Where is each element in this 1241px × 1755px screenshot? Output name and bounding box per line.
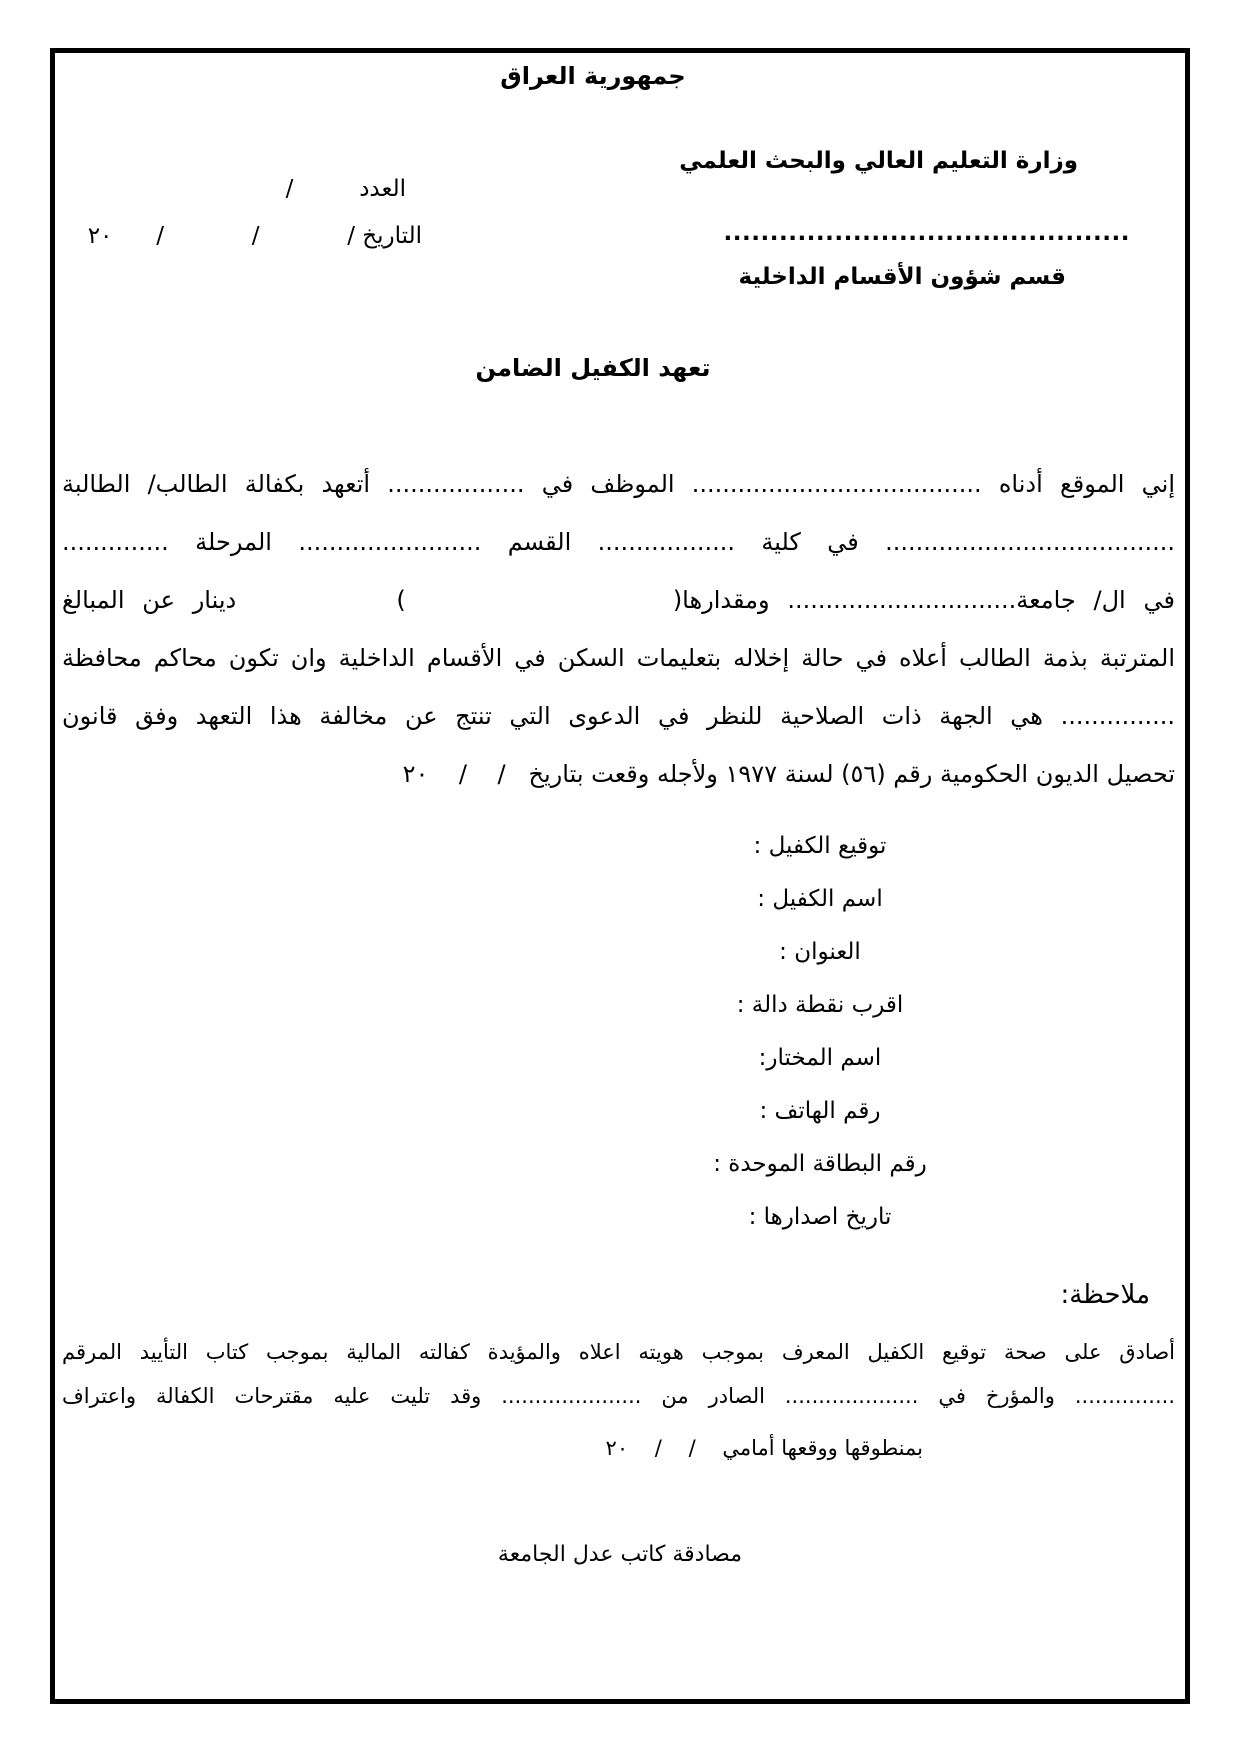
form-title: تعهد الكفيل الضامن [475,354,711,382]
field-unified-card-number: رقم البطاقة الموحدة : [713,1151,927,1177]
field-guarantor-name: اسم الكفيل : [757,886,883,912]
field-nearest-landmark: اقرب نقطة دالة : [736,992,904,1018]
note-line: أصادق على صحة توقيع الكفيل المعرف بموجب هويته اعلاه والمؤيدة كفالته المالية بموجب كتاب التأييد المرقم [62,1340,1175,1364]
field-card-issue-date: تاريخ اصدارها : [748,1204,892,1230]
header-dotted-line: ............................................ [723,220,1130,246]
note-line: ............... والمؤرخ في .................... الصادر من ..................... وقد تليت عليه مقترحات الكفالة واعتراف [62,1384,1175,1408]
country-title: جمهورية العراق [500,62,686,90]
field-guarantor-signature: توقيع الكفيل : [753,833,887,859]
field-mukhtar-name: اسم المختار: [758,1045,882,1071]
pledge-paragraph [62,455,1175,803]
document-date-line: التاريخ / / / ٢٠ [87,223,422,249]
field-phone-number: رقم الهاتف : [759,1098,881,1124]
pledge-line: ...................................... في كلية .................. القسم ........................ المرحلة .............. [62,528,1175,556]
pledge-line: ............... هي الجهة ذات الصلاحية للنظر في الدعوى التي تنتج عن مخالفة هذا التعهد وفق قانون [62,702,1175,730]
department-title: قسم شؤون الأقسام الداخلية [738,264,1066,290]
pledge-signing-date-line: تحصيل الديون الحكومية رقم (٥٦) لسنة ١٩٧٧ ولأجله وقعت بتاريخ / / ٢٠ [402,760,1175,788]
pledge-line: المترتبة بذمة الطالب أعلاه في حالة إخلاله بتعليمات السكن في الأقسام الداخلية وان تكون محاكم محافظة [62,644,1175,672]
pledge-line: في ال/ جامعة.............................. ومقدارها( ) دينار عن المبالغ [62,586,1175,614]
note-paragraph [62,1330,1175,1418]
pledge-line: إني الموقع أدناه ...................................... الموظف في .................. أتعهد بكفالة الطالب/ الطالبة [62,470,1175,498]
ministry-title: وزارة التعليم العالي والبحث العلمي [679,148,1078,174]
note-label: ملاحظة: [1060,1280,1150,1310]
note-closing-line: بمنطوقها ووقعها أمامي / / ٢٠ [605,1436,923,1460]
field-address: العنوان : [779,939,861,965]
document-number-line: العدد / [285,176,406,202]
guarantor-fields [420,820,1220,1244]
notary-certification-line: مصادقة كاتب عدل الجامعة [497,1542,743,1567]
